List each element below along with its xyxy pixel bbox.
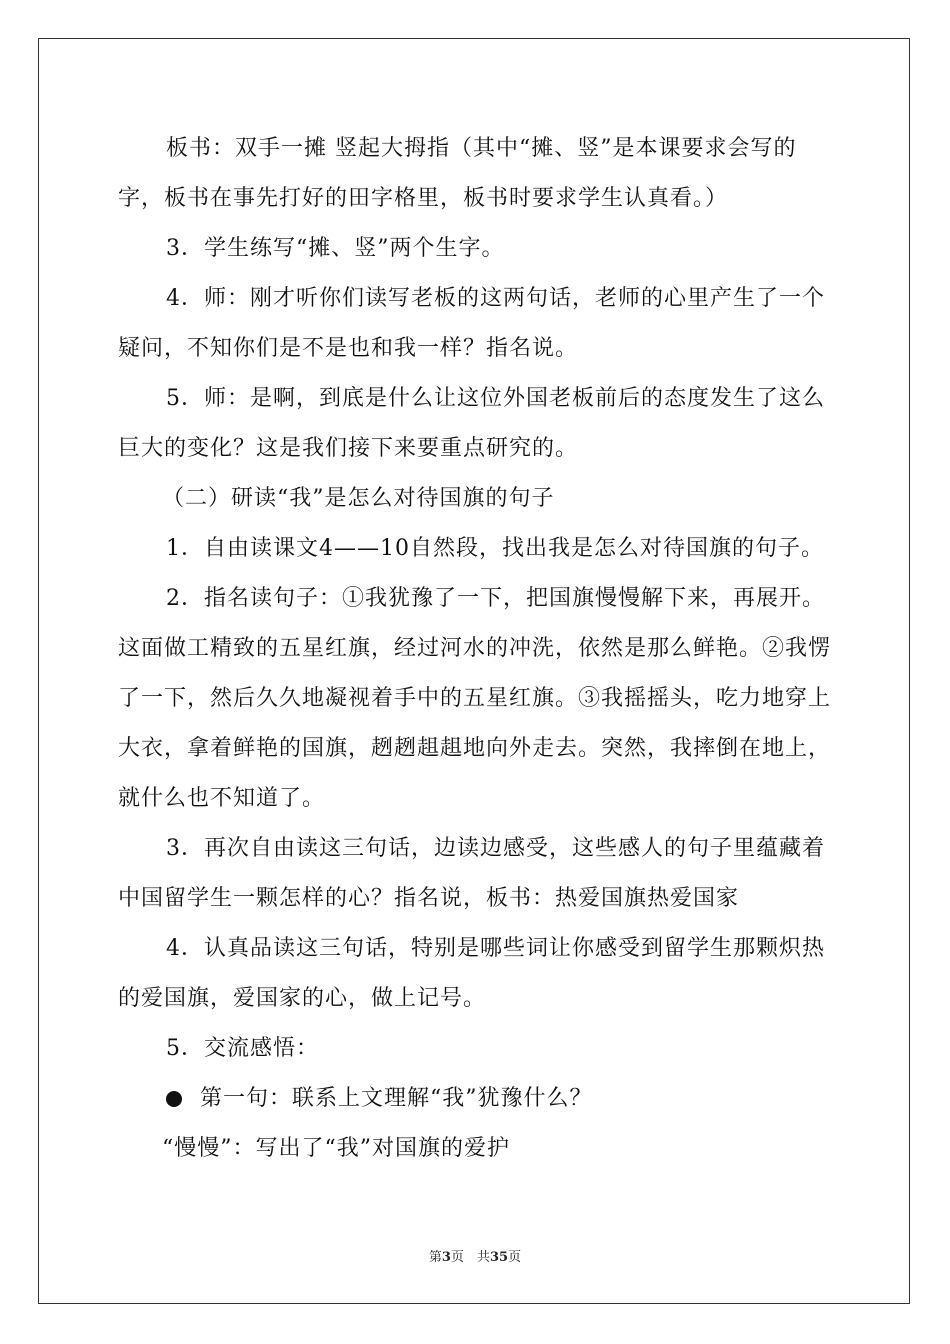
page-footer — [0, 1246, 950, 1265]
footer-suffix: 页 — [508, 1250, 522, 1265]
footer-page-number: 3 — [441, 1250, 451, 1265]
section-heading-study-flag: （二）研读“我”是怎么对待国旗的句子 — [162, 486, 555, 511]
paragraph-step-1-read: 1．自由读课文4——10自然段，找出我是怎么对待国旗的句子。 — [166, 536, 824, 561]
footer-prefix: 第 — [428, 1250, 442, 1265]
bullet-item-text: 第一句：联系上文理解“我”犹豫什么？ — [200, 1086, 593, 1111]
paragraph-step-4-question: 4．师：刚才听你们读写老板的这两句话，老师的心里产生了一个疑问，不知你们是不是也和我一样？指名说。 — [118, 286, 825, 361]
paragraph-step-3-feel: 3．再次自由读这三句话，边读边感受，这些感人的句子里蕴藏着中国留学生一颗怎样的心？指名说，板书：热爱国旗热爱国家 — [118, 836, 825, 911]
paragraph-step-5-exchange: 5．交流感悟： — [166, 1036, 319, 1061]
footer-mid: 页 共 — [450, 1250, 490, 1265]
paragraph-step-3-practice: 3．学生练写“摊、竖”两个生字。 — [166, 236, 505, 261]
paragraph-step-4-words: 4．认真品读这三句话，特别是哪些词让你感受到留学生那颗炽热的爱国旗，爱国家的心，做上记号。 — [118, 936, 825, 1011]
document-body — [118, 124, 838, 1174]
paragraph-slowly-note: “慢慢”：写出了“我”对国旗的爱护 — [162, 1136, 510, 1161]
bullet-item-first-sentence — [118, 1074, 838, 1124]
paragraph-step-2-sentences: 2．指名读句子：①我犹豫了一下，把国旗慢慢解下来，再展开。这面做工精致的五星红旗，经过河水的冲洗，依然是那么鲜艳。②我愣了一下，然后久久地凝视着手中的五星红旗。③我摇摇头，吃力地穿上大衣，拿着鲜艳的国旗，趔趔趄趄地向外走去。突然，我摔倒在地上，就什么也不知道了。 — [118, 586, 832, 811]
footer-total-pages: 35 — [489, 1250, 509, 1265]
bullet-dot-icon — [166, 1091, 182, 1107]
paragraph-step-5-change: 5．师：是啊，到底是什么让这位外国老板前后的态度发生了这么巨大的变化？这是我们接下来要重点研究的。 — [118, 386, 825, 461]
paragraph-board-writing: 板书：双手一摊 竖起大拇指（其中“摊、竖”是本课要求会写的字，板书在事先打好的田字格里，板书时要求学生认真看。） — [118, 136, 797, 211]
